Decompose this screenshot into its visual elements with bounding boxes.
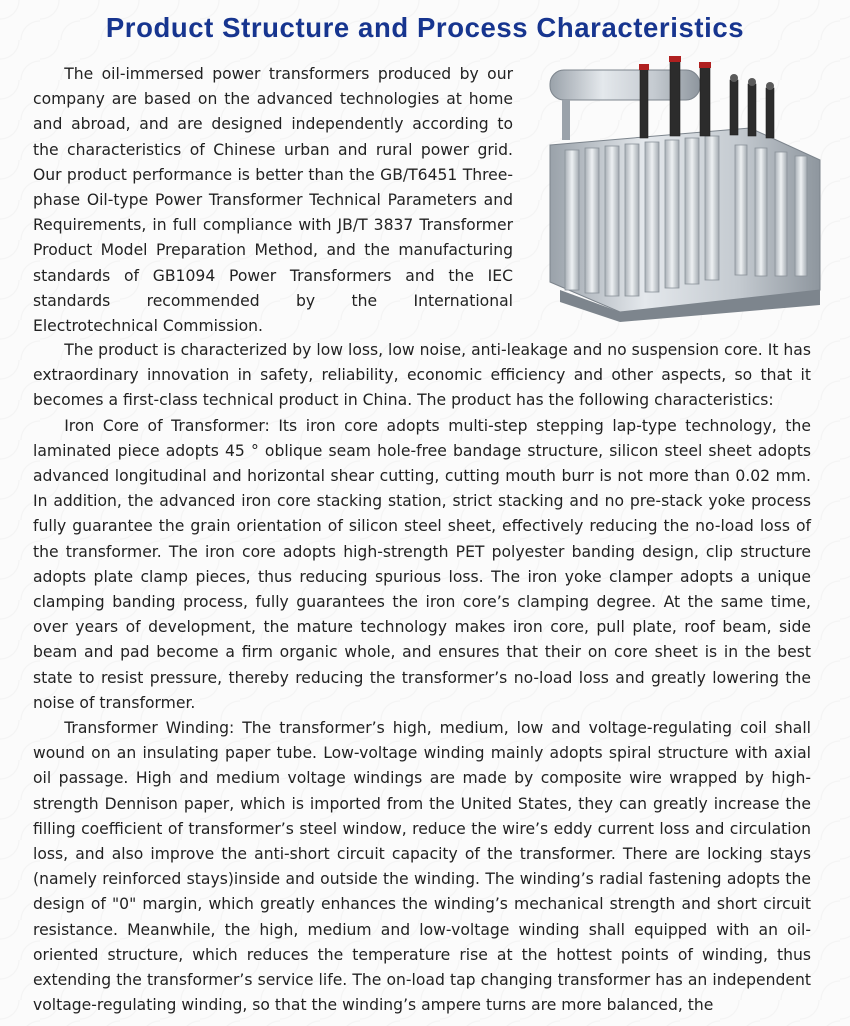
intro-text (33, 62, 513, 339)
page-title: Product Structure and Process Characteristics (105, 12, 745, 43)
paragraph: Iron Core of Transformer: Its iron core adopts multi-step stepping lap-type technology, the laminated piece adopts 45 ° oblique seam hole-free bandage structure, silicon steel sheet adopts advanced longitudinal and horizontal shear cutting, cutting mouth burr is not more than 0.02 mm. In addition, the advanced iron core stacking station, strict stacking and no pre-stack yoke process fully guarantee the grain orientation of silicon steel sheet, effectively reducing the no-load loss of the transformer. The iron core adopts high-strength PET polyester banding design, clip structure adopts plate clamp pieces, thus reducing spurious loss. The iron yoke clamper adopts a unique clamping banding process, fully guarantees the iron core’s clamping degree. At the same time, over years of development, the mature technology makes iron core, pull plate, roof beam, side beam and pad become a firm organic whole, and ensures that their on core sheet is in the best state to resist pressure, thereby reducing the transformer’s no-load loss and greatly lowering the noise of transformer. (33, 416, 811, 712)
paragraph: The product is characterized by low loss, low noise, anti-leakage and no suspension core. It has extraordinary innovation in safety, reliability, economic efficiency and other aspects, so that it becomes a first-class technical product in China. The product has the following characteristics: (33, 341, 811, 410)
power-transformer-image (520, 50, 840, 322)
paragraph: Transformer Winding: The transformer’s high, medium, low and voltage-regulating coil shall wound on an insulating paper tube. Low-voltage winding mainly adopts spiral structure with axial oil passage. High and medium voltage windings are made by composite wire wrapped by high-strength Dennison paper, which is imported from the United States, they can greatly increase the filling coefficient of transformer’s steel window, reduce the wire’s eddy current loss and circulation loss, and also improve the anti-short circuit capacity of the transformer. There are locking stays (namely reinforced stays)inside and outside the winding. The winding’s radial fastening adopts the design of "0" margin, which greatly enhances the winding’s mechanical strength and short circuit resistance. Meanwhile, the high, medium and low-voltage winding shall equipped with an oil-oriented structure, which reduces the temperature rise at the hottest points of winding, thus extending the transformer’s service life. The on-load tap changing transformer has an independent voltage-regulating winding, so that the winding’s ampere turns are more balanced, the (33, 719, 811, 1015)
body-text (33, 338, 811, 1018)
intro-paragraph: The oil-immersed power transformers produced by our company are based on the advanced technologies at home and abroad, and are designed independently according to the characteristics of Chinese urban and rural power grid. Our product performance is better than the GB/T6451 Three-phase Oil-type Power Transformer Technical Parameters and Requirements, in full compliance with JB/T 3837 Transformer Product Model Preparation Method, and the manufacturing standards of GB1094 Power Transformers and the IEC standards recommended by the International Electrotechnical Commission. (33, 65, 513, 336)
